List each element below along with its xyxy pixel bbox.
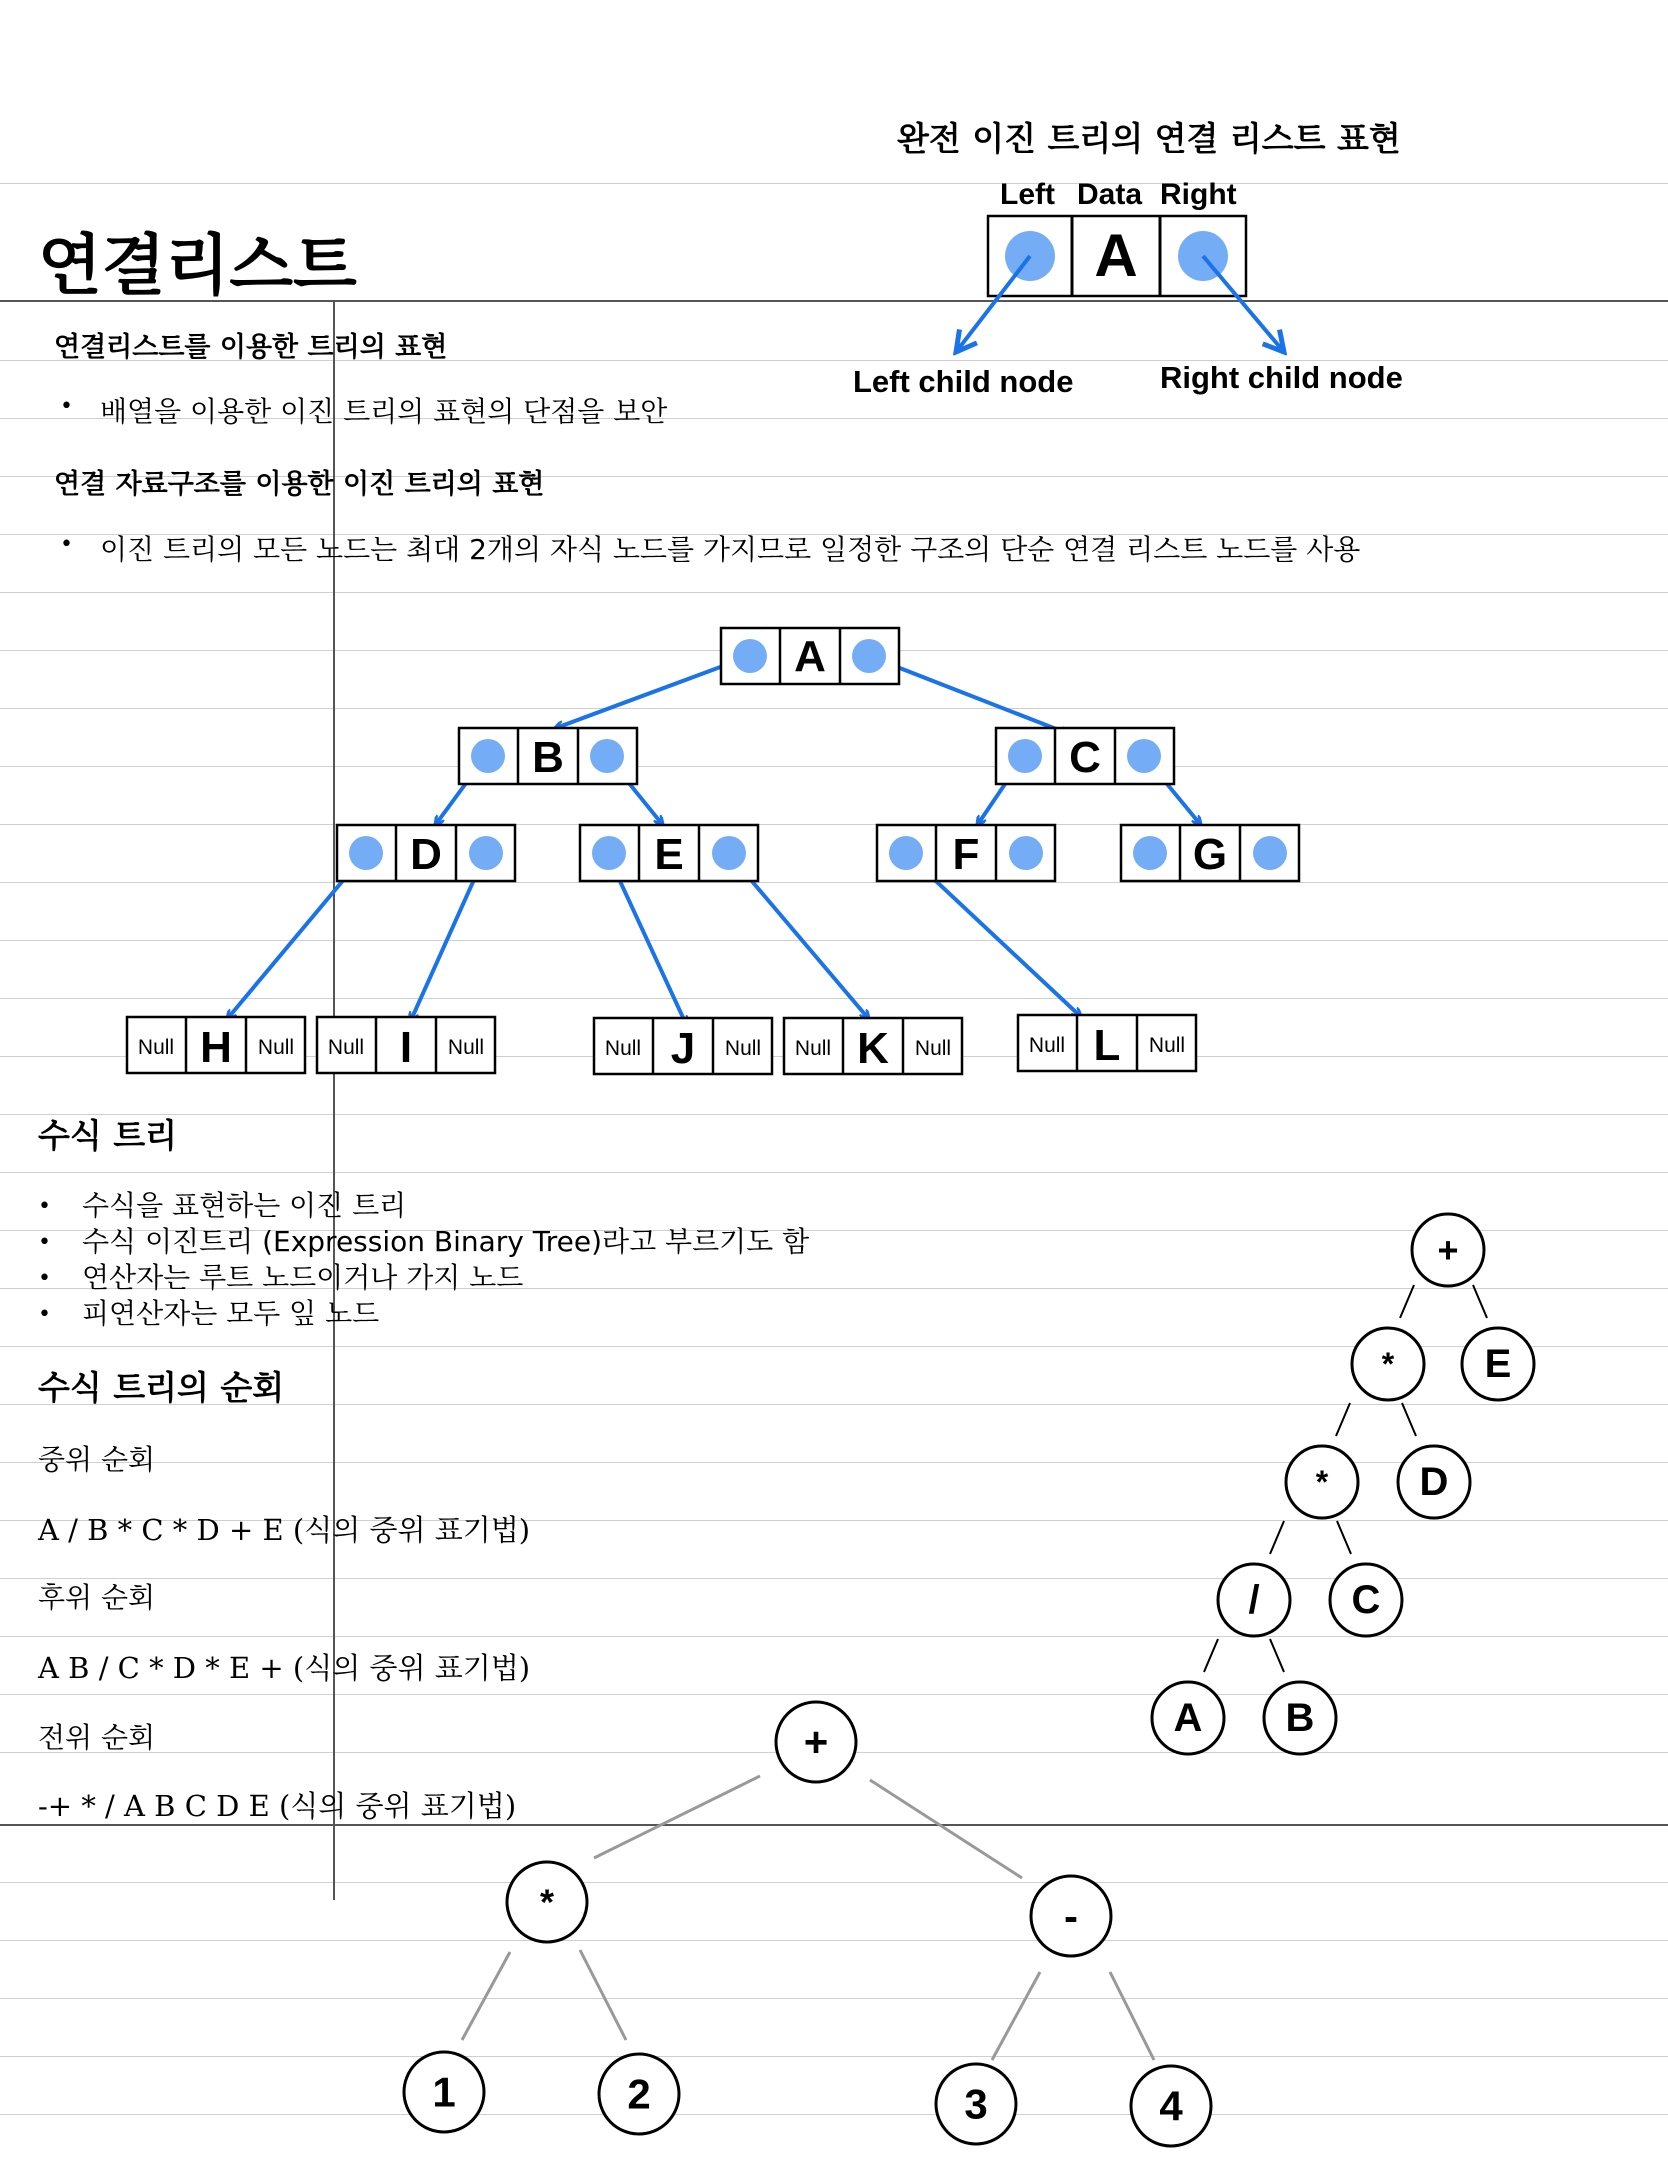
tree-node-A bbox=[721, 628, 899, 684]
null-label: Null bbox=[327, 1036, 365, 1059]
label-data: Data bbox=[1077, 178, 1143, 211]
null-label: Null bbox=[1148, 1034, 1186, 1057]
bullet-text: 배열을 이용한 이진 트리의 표현의 단점을 보안 bbox=[100, 395, 668, 428]
circle-node-label: D bbox=[1419, 1460, 1449, 1504]
expr-tree-heading: 수식 트리 bbox=[38, 1116, 178, 1155]
null-label: Null bbox=[794, 1037, 832, 1060]
expression-tree-2 bbox=[404, 1702, 1211, 2146]
expression-tree-1 bbox=[1152, 1214, 1534, 1754]
circle-node-label: * bbox=[1381, 1346, 1395, 1382]
label-left: Left bbox=[1000, 178, 1055, 211]
tree-node-D bbox=[337, 825, 515, 881]
preorder-label: 전위 순회 bbox=[38, 1721, 156, 1754]
node-letter: K bbox=[857, 1024, 889, 1073]
circle-node-label: + bbox=[1437, 1229, 1459, 1271]
null-label: Null bbox=[604, 1037, 642, 1060]
circle-node-label: B bbox=[1285, 1696, 1315, 1740]
leaf-node-K bbox=[784, 1018, 962, 1074]
circle-node-label: * bbox=[539, 1881, 555, 1923]
traversal-heading: 수식 트리의 순회 bbox=[38, 1368, 285, 1407]
expr-bullet-3: 연산자는 루트 노드이거나 가지 노드 bbox=[82, 1261, 524, 1294]
circle-node-label: * bbox=[1315, 1464, 1329, 1500]
null-label: Null bbox=[1028, 1034, 1066, 1057]
tree-node-B bbox=[459, 728, 637, 784]
left-child-label: Left child node bbox=[853, 364, 1074, 399]
header-node bbox=[988, 216, 1246, 296]
circle-node-label: 4 bbox=[1159, 2082, 1183, 2130]
leaf-node-L bbox=[1018, 1015, 1196, 1071]
node-letter: A bbox=[794, 632, 826, 681]
node-letter: I bbox=[399, 1023, 413, 1072]
node-letter: D bbox=[410, 830, 442, 879]
bullet-dot: • bbox=[60, 394, 73, 419]
diagram-title: 완전 이진 트리의 연결 리스트 표현 bbox=[897, 119, 1401, 158]
tree-node-G bbox=[1121, 825, 1299, 881]
null-label: Null bbox=[137, 1036, 175, 1059]
circle-node-label: A bbox=[1173, 1696, 1203, 1740]
postorder-label: 후위 순회 bbox=[38, 1581, 156, 1614]
null-label: Null bbox=[724, 1037, 762, 1060]
preorder-expr: -+ * / A B C D E (식의 중위 표기법) bbox=[38, 1789, 517, 1823]
tree-node-E bbox=[580, 825, 758, 881]
inorder-expr: A / B * C * D + E (식의 중위 표기법) bbox=[38, 1513, 531, 1547]
inorder-label: 중위 순회 bbox=[38, 1443, 156, 1476]
node-letter: L bbox=[1093, 1021, 1121, 1070]
expr-bullet-1: 수식을 표현하는 이진 트리 bbox=[82, 1189, 407, 1222]
circle-node-label: 3 bbox=[964, 2080, 988, 2128]
page-title: 연결리스트 bbox=[38, 227, 357, 304]
node-letter: J bbox=[670, 1024, 696, 1073]
node-letter: B bbox=[532, 733, 564, 782]
section-heading-linked-struct: 연결 자료구조를 이용한 이진 트리의 표현 bbox=[54, 469, 545, 500]
right-child-label: Right child node bbox=[1160, 360, 1403, 395]
section-heading-linked-tree: 연결리스트를 이용한 트리의 표현 bbox=[54, 332, 448, 363]
bullet-dot: • bbox=[38, 1266, 51, 1291]
node-letter: G bbox=[1192, 830, 1228, 879]
null-label: Null bbox=[914, 1037, 952, 1060]
bullet-dot: • bbox=[60, 532, 73, 557]
null-label: Null bbox=[257, 1036, 295, 1059]
leaf-node-I bbox=[317, 1017, 495, 1073]
bullet-dot: • bbox=[38, 1302, 51, 1327]
circle-node-label: / bbox=[1248, 1578, 1260, 1622]
bullet-dot: • bbox=[38, 1194, 51, 1219]
circle-node-label: E bbox=[1484, 1342, 1512, 1386]
null-label: Null bbox=[447, 1036, 485, 1059]
expr-bullet-4: 피연산자는 모두 잎 노드 bbox=[82, 1297, 380, 1330]
circle-node-label: + bbox=[803, 1718, 829, 1766]
label-right: Right bbox=[1160, 178, 1237, 211]
tree-node-C bbox=[996, 728, 1174, 784]
expr-bullet-2: 수식 이진트리 (Expression Binary Tree)라고 부르기도 함 bbox=[82, 1225, 810, 1258]
node-letter: C bbox=[1069, 733, 1101, 782]
bullet-dot: • bbox=[38, 1230, 51, 1255]
leaf-node-J bbox=[594, 1018, 772, 1074]
circle-node-label: 2 bbox=[627, 2070, 651, 2118]
node-letter: H bbox=[200, 1023, 232, 1072]
header-node-letter: A bbox=[1094, 222, 1138, 289]
leaf-node-H bbox=[127, 1017, 305, 1073]
postorder-expr: A B / C * D * E + (식의 중위 표기법) bbox=[38, 1651, 531, 1685]
bullet-text: 이진 트리의 모든 노드는 최대 2개의 자식 노드를 가지므로 일정한 구조의 단순 연결 리스트 노드를 사용 bbox=[100, 533, 1361, 566]
circle-node-label: 1 bbox=[432, 2068, 456, 2116]
tree-node-F bbox=[877, 825, 1055, 881]
node-letter: F bbox=[952, 830, 980, 879]
node-letter: E bbox=[654, 830, 684, 879]
circle-node-label: - bbox=[1064, 1892, 1078, 1940]
circle-node-label: C bbox=[1351, 1578, 1381, 1622]
